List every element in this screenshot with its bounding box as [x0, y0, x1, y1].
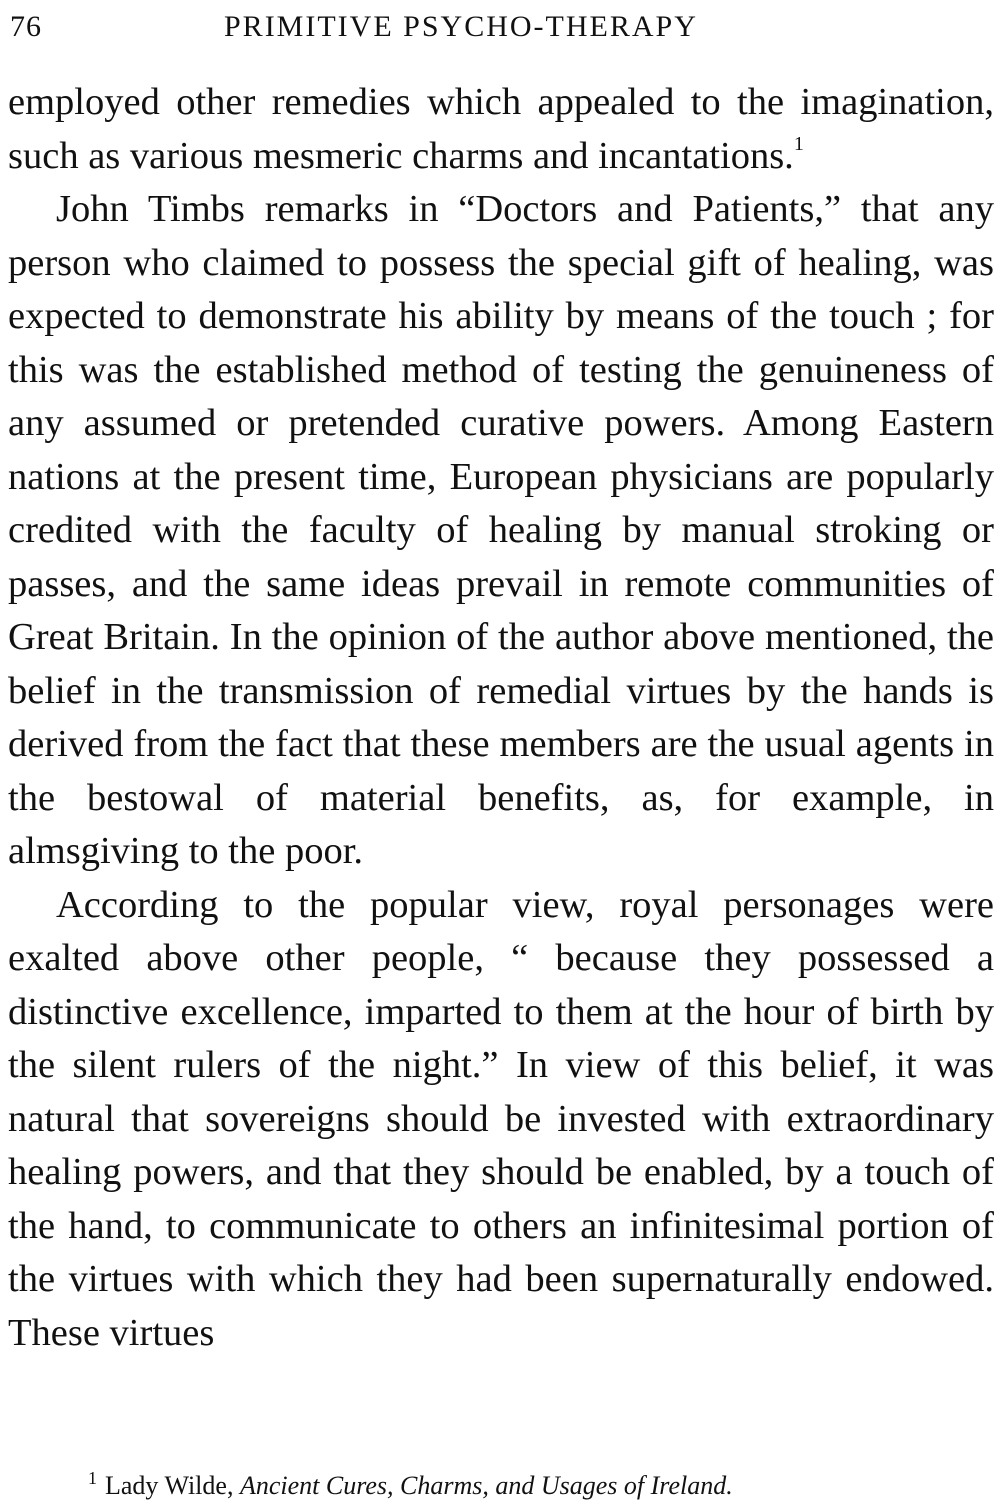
page-number: 76	[10, 10, 42, 43]
footnote-author: Lady Wilde,	[105, 1471, 234, 1500]
paragraph-text: John Timbs remarks in “Doctors and Patients,” that any person who claimed to possess the special gift of healing, was expected to demonstrate his ability by means of the touch ; for this was the established method of testing the genuineness of any assumed or pretended curative powers. Among Eastern nations at the present time, European physicians are popularly credited with the faculty of healing by manual stroking or passes, and the same ideas prevail in remote communities of Great Britain. In the opinion of the author above mentioned, the belief in the transmission of remedial virtues by the hands is derived from the fact that these members are the usual agents in the bestowal of material benefits, as, for example, in almsgiving to the poor.	[8, 188, 994, 872]
footnote-reference: 1	[793, 132, 804, 155]
running-head: PRIMITIVE PSYCHO-THERAPY	[224, 10, 698, 43]
footnote	[88, 1470, 968, 1502]
paragraph	[8, 183, 994, 879]
footnote-mark: 1	[88, 1468, 97, 1488]
body-text	[8, 76, 994, 1360]
paragraph-text: employed other remedies which appealed to the imagination, such as various mesmeric charms and incantations.	[8, 81, 994, 177]
book-page	[8, 0, 994, 1508]
paragraph	[8, 879, 994, 1361]
paragraph	[8, 76, 994, 183]
footnote-title: Ancient Cures, Charms, and Usages of Ireland.	[239, 1471, 733, 1500]
page-header	[8, 10, 994, 50]
paragraph-text: According to the popular view, royal personages were exalted above other people, “ because they possessed a distinctive excellence, imparted to them at the hour of birth by the silent rulers of the night.” In view of this belief, it was natural that sovereigns should be invested with extraordinary healing powers, and that they should be enabled, by a touch of the hand, to communicate to others an infinitesimal portion of the virtues with which they had been supernaturally endowed. These virtues	[8, 883, 994, 1354]
